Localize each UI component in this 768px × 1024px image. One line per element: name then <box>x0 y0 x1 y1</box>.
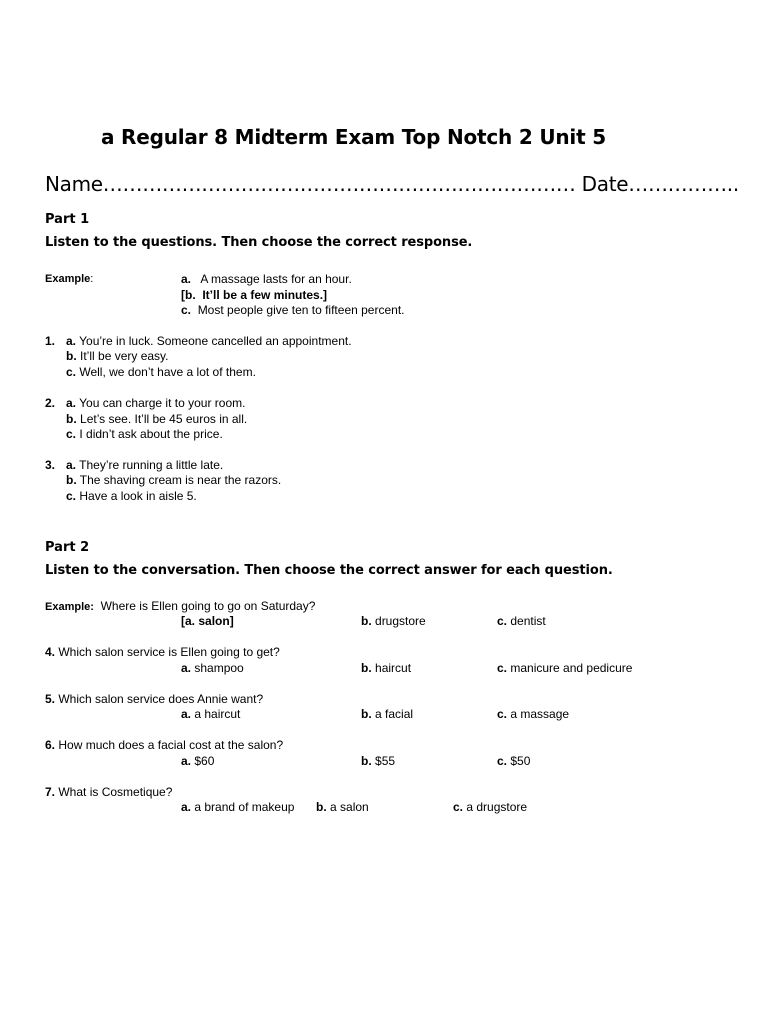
q6-option-a: a. $60 <box>181 754 215 768</box>
q7-option-c: c. a drugstore <box>453 800 528 814</box>
question-number: 2. <box>45 396 56 410</box>
q3-option-c: c. Have a look in aisle 5. <box>66 489 197 503</box>
part2-example: Example: Where is Ellen going to go on Saturday? <box>45 599 316 613</box>
q7-option-b: b. a salon <box>316 800 369 814</box>
name-date-line: Name……………………………………………………………… Date…………….. <box>45 172 739 196</box>
page-title: a Regular 8 Midterm Exam Top Notch 2 Unit 5 <box>101 125 606 149</box>
q2-option-a: a. You can charge it to your room. <box>66 396 246 410</box>
part1-instruction: Listen to the questions. Then choose the correct response. <box>45 235 473 250</box>
q1-option-a: a. You’re in luck. Someone cancelled an appointment. <box>66 334 352 348</box>
q5-option-b: b. a facial <box>361 707 414 721</box>
q6-question: 6. How much does a facial cost at the salon? <box>45 738 284 752</box>
example-label: Example: <box>45 273 94 285</box>
part2-example-option-c: c. dentist <box>497 614 546 628</box>
part2-example-option-a-answer: [a. salon] <box>181 614 234 628</box>
q3-option-b: b. The shaving cream is near the razors. <box>66 473 282 487</box>
example-option-a: a. A massage lasts for an hour. <box>181 272 352 286</box>
q7-question: 7. What is Cosmetique? <box>45 785 173 799</box>
q5-question: 5. Which salon service does Annie want? <box>45 692 264 706</box>
part1-heading: Part 1 <box>45 212 90 227</box>
q5-option-a: a. a haircut <box>181 707 241 721</box>
q4-question: 4. Which salon service is Ellen going to get? <box>45 645 280 659</box>
q1-option-c: c. Well, we don’t have a lot of them. <box>66 365 256 379</box>
q4-option-a: a. shampoo <box>181 661 244 675</box>
example-option-b-answer: [b. It’ll be a few minutes.] <box>181 288 328 302</box>
q7-option-a: a. a brand of makeup <box>181 800 295 814</box>
part2-instruction: Listen to the conversation. Then choose the correct answer for each question. <box>45 563 613 578</box>
q2-option-c: c. I didn’t ask about the price. <box>66 427 223 441</box>
q6-option-c: c. $50 <box>497 754 531 768</box>
q3-option-a: a. They’re running a little late. <box>66 458 224 472</box>
question-number: 1. <box>45 334 56 348</box>
part2-example-option-b: b. drugstore <box>361 614 426 628</box>
q4-option-b: b. haircut <box>361 661 412 675</box>
q2-option-b: b. Let’s see. It’ll be 45 euros in all. <box>66 412 248 426</box>
q6-option-b: b. $55 <box>361 754 396 768</box>
q1-option-b: b. It’ll be very easy. <box>66 349 169 363</box>
q4-option-c: c. manicure and pedicure <box>497 661 633 675</box>
part2-heading: Part 2 <box>45 540 90 555</box>
example-option-c: c. Most people give ten to fifteen percent. <box>181 303 405 317</box>
question-number: 3. <box>45 458 56 472</box>
q5-option-c: c. a massage <box>497 707 570 721</box>
